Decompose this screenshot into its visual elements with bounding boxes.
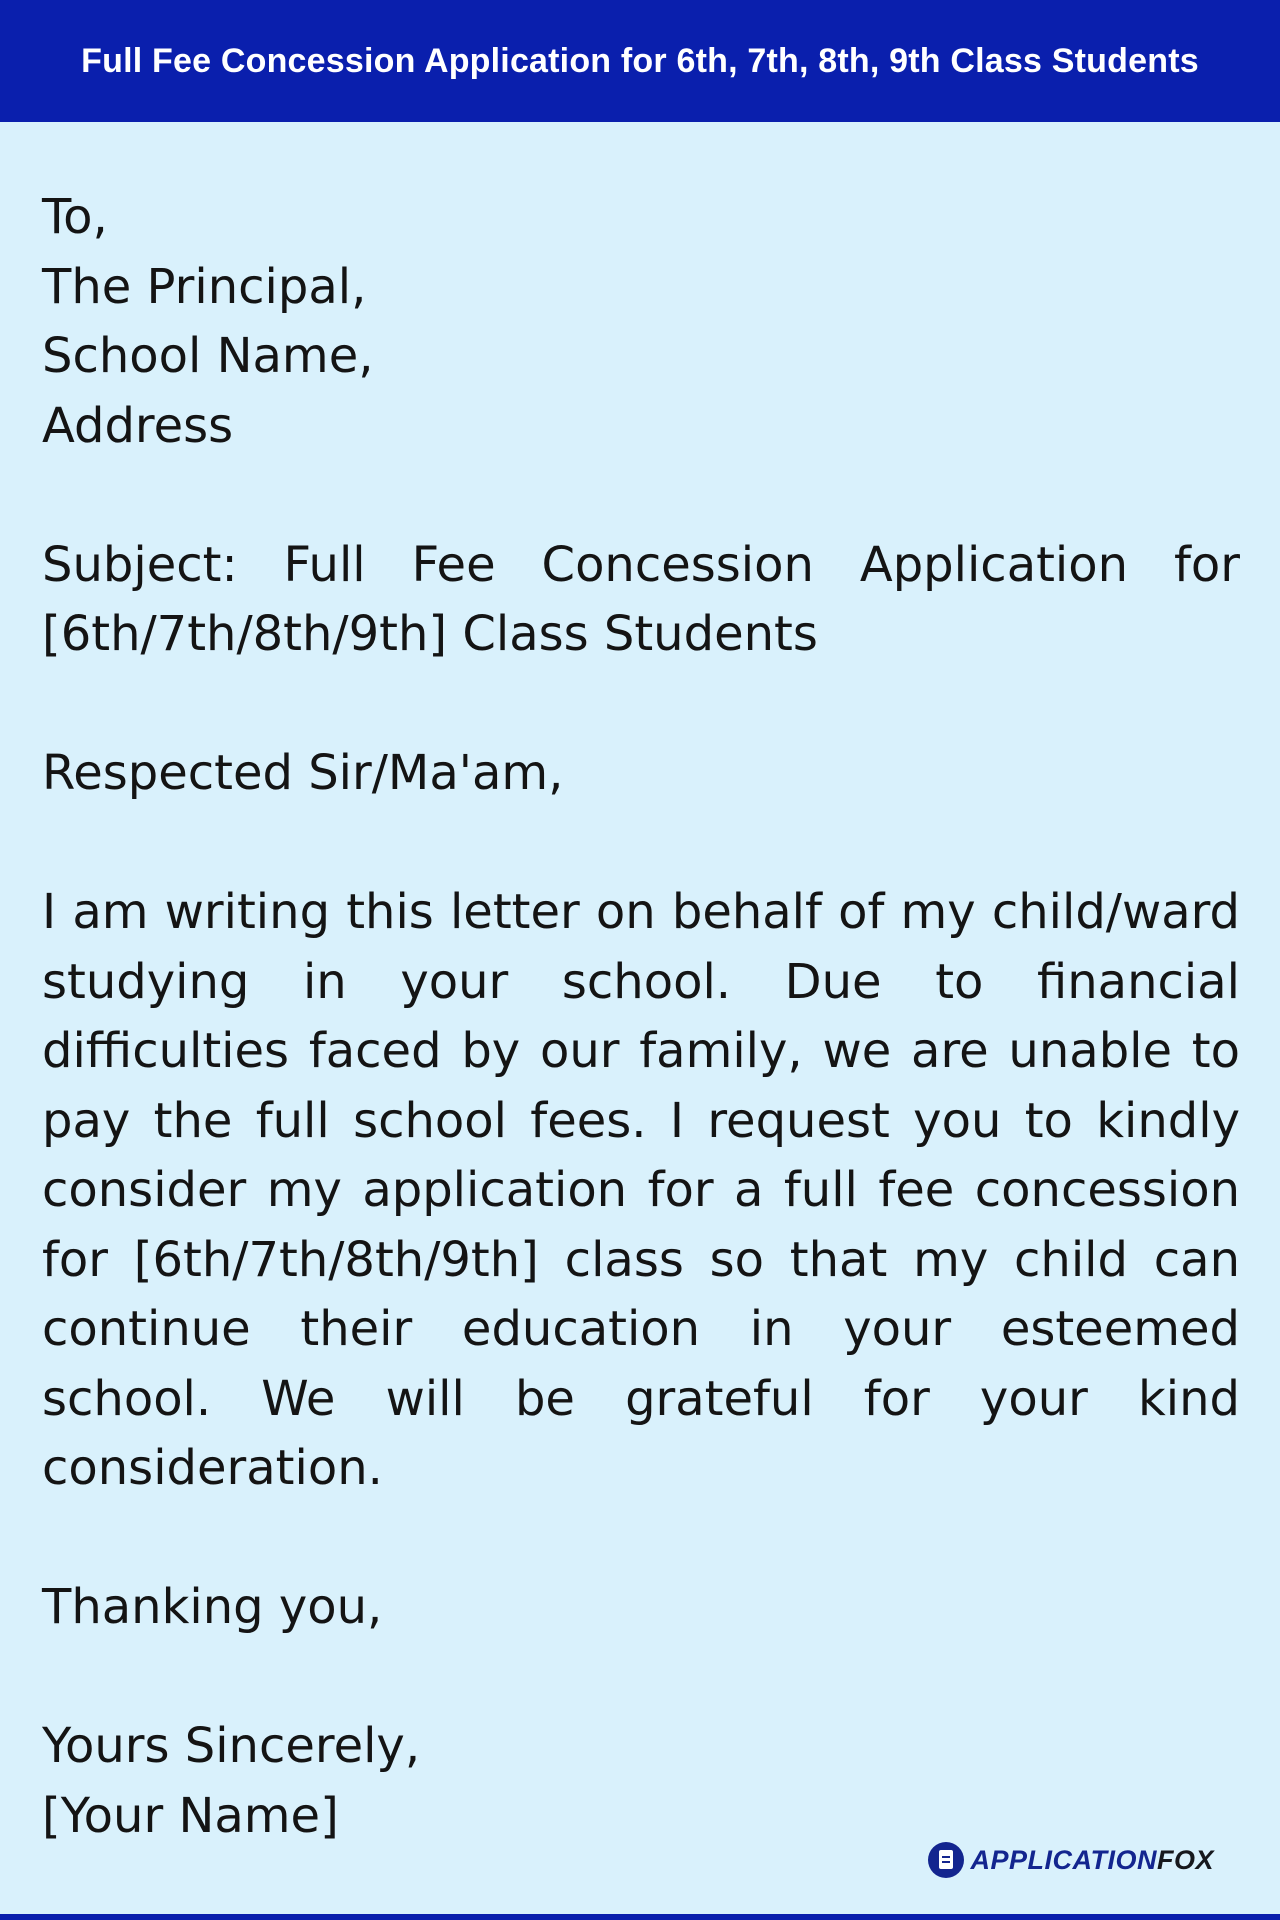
footer-bar xyxy=(0,1914,1280,1920)
letter-closing: Yours Sincerely, xyxy=(42,1718,421,1774)
letter-body-paragraph: I am writing this letter on behalf of my child/ward studying in your school. Due to financial difficulties faced by our family, we are unable to pay the full school fees. I request you to kindly consider my application for a full fee concession for [6th/7th/8th/9th] class so that my child can continue their education in your esteemed school. We will be grateful for your kind consideration. xyxy=(42,884,1240,1496)
letter-thanks: Thanking you, xyxy=(42,1579,383,1635)
recipient-line-school: School Name, xyxy=(42,328,374,384)
letter-salutation: Respected Sir/Ma'am, xyxy=(42,745,564,801)
page-header xyxy=(0,0,1280,122)
brand-name-part2: FOX xyxy=(1156,1844,1214,1875)
recipient-line-address: Address xyxy=(42,397,234,454)
letter-subject: Subject: Full Fee Concession Application for [6th/7th/8th/9th] Class Students xyxy=(42,536,1240,662)
spacer xyxy=(42,809,1240,879)
page-title: Full Fee Concession Application for 6th, 7th, 8th, 9th Class Students xyxy=(81,41,1199,80)
letter-body xyxy=(42,183,1240,1851)
spacer xyxy=(42,1643,1240,1713)
brand-name-part1: APPLICATION xyxy=(970,1844,1157,1875)
spacer xyxy=(42,461,1240,531)
spacer xyxy=(42,1504,1240,1574)
letter-signature: [Your Name] xyxy=(42,1787,339,1844)
document-icon xyxy=(928,1842,964,1878)
recipient-line-to: To, xyxy=(42,189,108,245)
brand-name xyxy=(970,1845,1214,1876)
spacer xyxy=(42,670,1240,740)
brand-logo xyxy=(928,1842,1214,1878)
recipient-line-principal: The Principal, xyxy=(42,258,367,315)
